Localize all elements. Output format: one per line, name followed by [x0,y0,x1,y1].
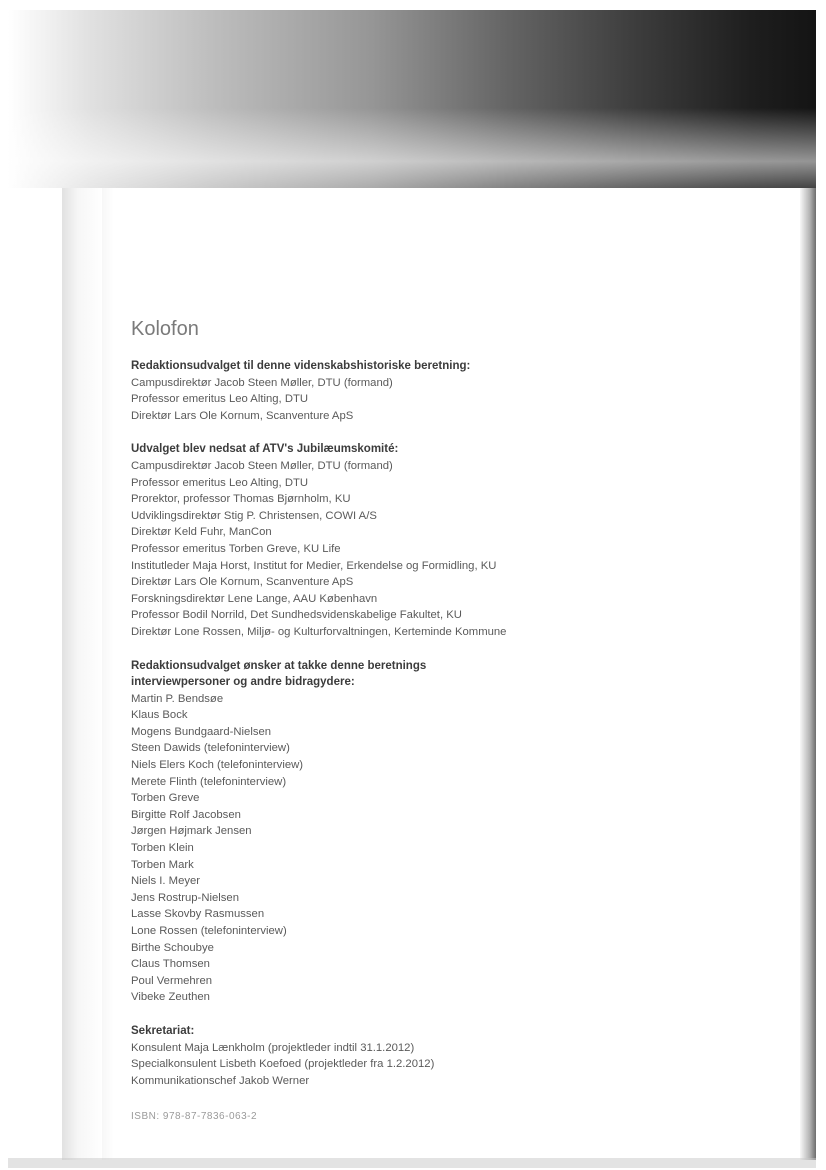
list-item: Specialkonsulent Lisbeth Koefoed (projektleder fra 1.2.2012) [131,1058,435,1071]
section-heading: Sekretariat: [131,1024,195,1037]
list-item: Birgitte Rolf Jacobsen [131,808,241,821]
list-item: Direktør Keld Fuhr, ManCon [131,526,272,539]
secretariat-section [131,1023,771,1089]
list-item: Martin P. Bendsøe [131,692,224,705]
list-item: Torben Greve [131,792,200,805]
list-item: Udviklingsdirektør Stig P. Christensen, COWI A/S [131,509,377,522]
acknowledgements-section [131,658,771,1006]
list-item: Niels Elers Koch (telefoninterview) [131,759,304,772]
list-item: Professor Bodil Norrild, Det Sundhedsvidenskabelige Fakultet, KU [131,609,462,622]
colophon-content [131,316,771,1126]
list-item: Professor emeritus Leo Alting, DTU [131,393,309,406]
list-item: Lone Rossen (telefoninterview) [131,925,287,937]
list-item: Professor emeritus Leo Alting, DTU [131,476,309,489]
list-item: Jørgen Højmark Jensen [131,825,252,838]
list-item: Prorektor, professor Thomas Bjørnholm, KU [131,493,351,506]
list-item: Institutleder Maja Horst, Institut for Medier, Erkendelse og Formidling, KU [131,559,497,572]
list-item: Vibeke Zeuthen [131,991,210,1004]
list-item: Campusdirektør Jacob Steen Møller, DTU (formand) [131,376,393,389]
jubilee-committee-section [131,441,771,640]
scan-left-shadow [62,188,102,1160]
list-item: Direktør Lars Ole Kornum, Scanventure ApS [131,409,354,422]
scan-right-shadow [800,188,816,1160]
list-item: Jens Rostrup-Nielsen [131,891,239,904]
list-item: Claus Thomsen [131,958,210,971]
scan-bottom-edge [8,1158,816,1168]
list-item: Mogens Bundgaard-Nielsen [131,725,272,738]
list-item: Forskningsdirektør Lene Lange, AAU København [131,592,378,605]
list-item: Campusdirektør Jacob Steen Møller, DTU (formand) [131,459,393,472]
list-item: Professor emeritus Torben Greve, KU Life [131,542,341,555]
section-heading: Redaktionsudvalget til denne videnskabshistoriske beretning: [131,360,471,372]
list-item: Torben Mark [131,858,194,871]
list-item: Birthe Schoubye [131,941,214,954]
list-item: Kommunikationschef Jakob Werner [131,1074,310,1087]
list-item: Konsulent Maja Lænkholm (projektleder indtil 31.1.2012) [131,1041,415,1054]
list-item: Direktør Lone Rossen, Miljø- og Kulturforvaltningen, Kerteminde Kommune [131,625,507,638]
isbn-text: ISBN: 978-87-7836-063-2 [131,1111,258,1123]
page-title: Kolofon [131,318,199,340]
list-item: Lasse Skovby Rasmussen [131,908,265,921]
list-item: Poul Vermehren [131,974,213,987]
list-item: Steen Dawids (telefoninterview) [131,742,290,755]
section-heading: Udvalget blev nedsat af ATV's Jubilæumskomité: [131,443,399,456]
editorial-committee-section [131,358,771,424]
list-item: Direktør Lars Ole Kornum, Scanventure ApS [131,576,354,589]
scan-header-fade [8,10,816,188]
section-heading: Redaktionsudvalget ønsker at takke denne beretnings [131,659,427,672]
list-item: Torben Klein [131,842,194,855]
scan-left-inner-shadow [102,188,114,1160]
list-item: Merete Flinth (telefoninterview) [131,775,287,788]
list-item: Klaus Bock [131,709,188,722]
section-heading-continued: interviewpersoner og andre bidragydere: [131,676,355,689]
list-item: Niels I. Meyer [131,875,201,888]
